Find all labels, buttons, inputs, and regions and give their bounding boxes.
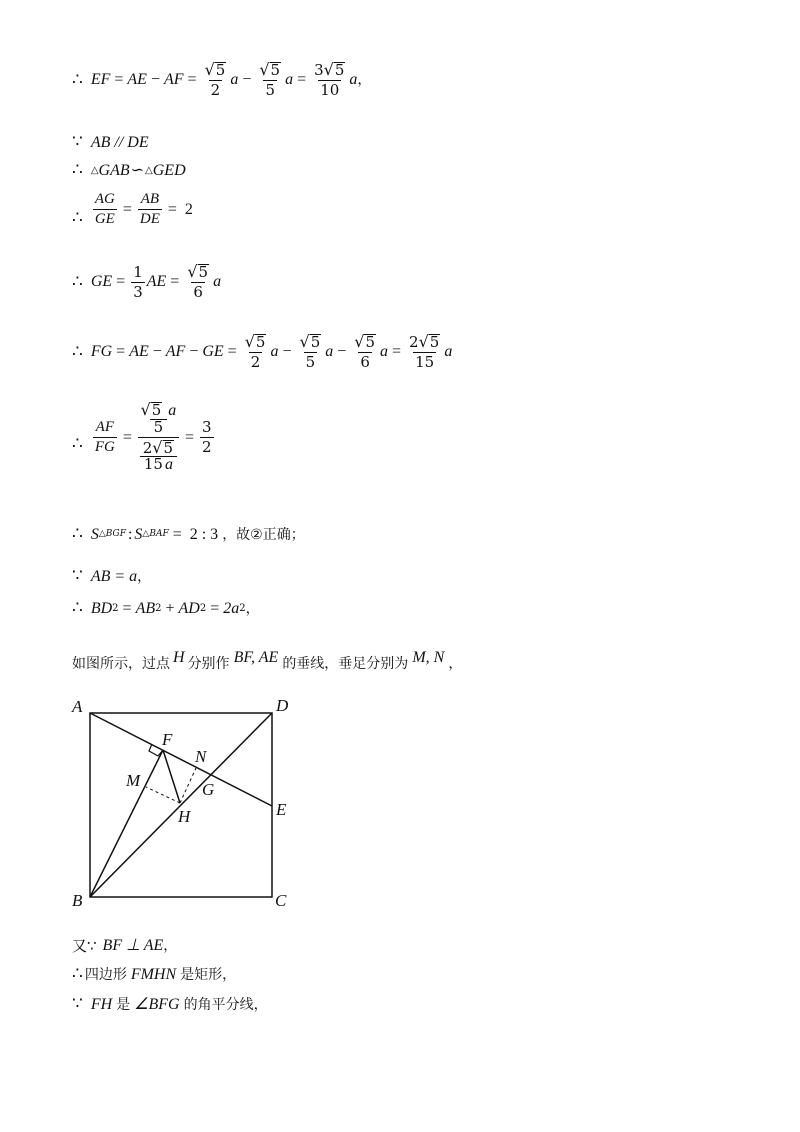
fraction: √ 5 5 xyxy=(299,332,321,371)
ae-term: AE xyxy=(146,273,167,290)
therefore-symbol: ∴ xyxy=(72,434,83,454)
minus: − xyxy=(150,71,160,88)
fraction: 3 √ 5 10 xyxy=(314,60,345,99)
fg-lhs: FG xyxy=(90,343,113,360)
fraction: 2 √ 5 15 xyxy=(409,332,440,371)
label-n: N xyxy=(195,747,207,766)
angle-bfg: ∠BFG xyxy=(134,995,180,1013)
therefore-symbol: ∴ xyxy=(72,341,83,362)
geometry-figure xyxy=(66,690,306,920)
plus: + xyxy=(165,599,175,617)
var-a: a xyxy=(230,71,239,88)
two-a-term: 2a xyxy=(223,599,240,617)
equals: = xyxy=(184,428,194,446)
minus: − xyxy=(337,343,347,360)
equals: = xyxy=(172,525,182,543)
fraction: √ 5 6 xyxy=(187,262,209,301)
ab-text: AB = a xyxy=(90,567,138,585)
therefore-symbol: ∴ xyxy=(72,271,83,292)
minus: − xyxy=(242,71,252,88)
equals: = xyxy=(116,343,126,360)
similar-statement xyxy=(72,162,186,179)
comma: ， xyxy=(357,72,372,88)
ab-term: AB xyxy=(135,599,156,617)
conclusion-note: ，故②正确； xyxy=(222,526,305,543)
ratio-equation xyxy=(72,192,197,227)
perp-text: BF ⊥ AE xyxy=(102,937,164,954)
ef-lhs: EF xyxy=(90,71,111,88)
parallel-text: AB // DE xyxy=(90,133,149,151)
label-m: M xyxy=(126,771,141,790)
comma: ， xyxy=(163,938,178,954)
diagonal-bd xyxy=(90,713,272,897)
triangle-symbol: △ xyxy=(145,164,153,176)
fraction: √ 5 5 xyxy=(259,60,281,99)
label-d: D xyxy=(276,696,289,715)
var-a: a xyxy=(444,343,453,360)
fraction: √ 5 6 xyxy=(354,332,376,371)
exponent: 2 xyxy=(199,602,207,614)
equals: = xyxy=(227,343,237,360)
fraction: √ 5 2 xyxy=(204,60,226,99)
rect-text-1: 四边形 xyxy=(84,966,127,983)
lines-bf-ae: BF, AE xyxy=(233,649,279,666)
point-h: H xyxy=(173,649,185,666)
complex-fraction: √ 5 a 5 2 √ 5 15 a xyxy=(138,402,179,473)
equals: = xyxy=(210,599,220,617)
colon: : xyxy=(127,525,133,543)
area-s: S xyxy=(90,525,99,543)
equals: = xyxy=(122,200,132,218)
fraction: $\frac{AG}{GE}$ xyxy=(94,191,115,227)
label-b: B xyxy=(72,891,83,910)
exponent: 2 xyxy=(155,602,162,614)
bisector-statement xyxy=(72,996,268,1013)
ad-term: AD xyxy=(178,599,200,617)
bd-term: BD xyxy=(90,599,113,617)
value: 2 xyxy=(184,200,193,218)
comma: ， xyxy=(448,656,463,672)
subscript: △BGF xyxy=(98,529,126,539)
because-symbol: ∵ xyxy=(72,566,83,586)
value: 2 : 3 xyxy=(189,525,219,543)
triangle-symbol: △ xyxy=(90,164,99,176)
var-a: a xyxy=(349,71,358,88)
fraction: $\frac{1}{3}$ xyxy=(133,262,143,301)
ae-term: AE xyxy=(129,343,149,360)
minus: − xyxy=(152,343,162,360)
fraction: $\frac{AF}{FG}$ xyxy=(94,419,115,455)
equals: = xyxy=(170,273,180,290)
fraction: √ 5 2 xyxy=(244,332,266,371)
var-a: a xyxy=(325,343,334,360)
label-f: F xyxy=(162,730,173,749)
var-a: a xyxy=(380,343,389,360)
equals: = xyxy=(116,273,126,290)
because-symbol: ∵ xyxy=(72,132,83,152)
ge-term: GE xyxy=(202,343,224,360)
construction-sentence xyxy=(72,649,463,672)
af-term: AF xyxy=(165,343,186,360)
construct-text-3: 的垂线，垂足分别为 xyxy=(282,656,409,672)
equals: = xyxy=(114,71,124,88)
af-term: AF xyxy=(163,71,184,88)
var-a: a xyxy=(285,71,294,88)
subscript: △BAF xyxy=(142,529,169,539)
rectangle-statement xyxy=(72,966,236,983)
triangle-ged: GED xyxy=(152,161,186,179)
label-a: A xyxy=(72,697,83,716)
equals: = xyxy=(392,343,402,360)
minus: − xyxy=(282,343,292,360)
af-fg-equation xyxy=(72,402,216,473)
fraction: $\frac{AB}{DE}$ xyxy=(139,191,160,227)
equals: = xyxy=(297,71,307,88)
feet-m-n: M, N xyxy=(412,649,445,666)
construct-text-1: 如图所示，过点 xyxy=(72,656,170,672)
var-a: a xyxy=(213,273,222,290)
equals: = xyxy=(122,599,132,617)
therefore-symbol: ∴ xyxy=(72,964,83,984)
label-e: E xyxy=(276,800,287,819)
therefore-symbol: ∴ xyxy=(72,598,83,618)
ae-term: AE xyxy=(127,71,147,88)
therefore-symbol: ∴ xyxy=(72,160,83,180)
rect-text-2: 是矩形， xyxy=(180,966,237,983)
segment-fh-name: FH xyxy=(90,995,113,1013)
minus: − xyxy=(189,343,199,360)
label-g: G xyxy=(202,780,215,799)
comma: ， xyxy=(137,568,152,585)
therefore-symbol: ∴ xyxy=(72,524,83,544)
triangle-gab: GAB xyxy=(98,161,130,179)
equals: = xyxy=(187,71,197,88)
bd-equation xyxy=(72,600,260,617)
comma: ， xyxy=(245,600,260,617)
segment-ae xyxy=(90,713,272,806)
fg-equation xyxy=(72,334,452,370)
ab-statement xyxy=(72,568,151,585)
ef-equation xyxy=(72,62,371,98)
exponent: 2 xyxy=(112,602,119,614)
because-symbol: ∵ xyxy=(72,994,83,1014)
also-because-symbol: 又∵ xyxy=(72,936,97,955)
area-ratio-statement xyxy=(72,526,305,543)
bisector-text: 的角平分线， xyxy=(183,996,268,1013)
is-text: 是 xyxy=(116,996,131,1013)
similar-symbol: ∽ xyxy=(130,161,145,179)
area-s: S xyxy=(134,525,143,543)
equals: = xyxy=(167,200,177,218)
exponent: 2 xyxy=(239,602,246,614)
equals: = xyxy=(122,428,132,446)
quad-fmhn: FMHN xyxy=(130,965,177,983)
ge-lhs: GE xyxy=(90,273,113,290)
fraction: $\frac{3}{2}$ xyxy=(201,418,212,456)
label-c: C xyxy=(275,891,287,910)
therefore-symbol: ∴ xyxy=(72,69,83,90)
ge-equation xyxy=(72,264,221,300)
var-a: a xyxy=(270,343,279,360)
therefore-symbol: ∴ xyxy=(72,208,83,228)
perpendicular-statement xyxy=(72,938,177,954)
label-h: H xyxy=(178,807,191,826)
parallel-statement xyxy=(72,134,149,151)
construct-text-2: 分别作 xyxy=(187,656,230,672)
